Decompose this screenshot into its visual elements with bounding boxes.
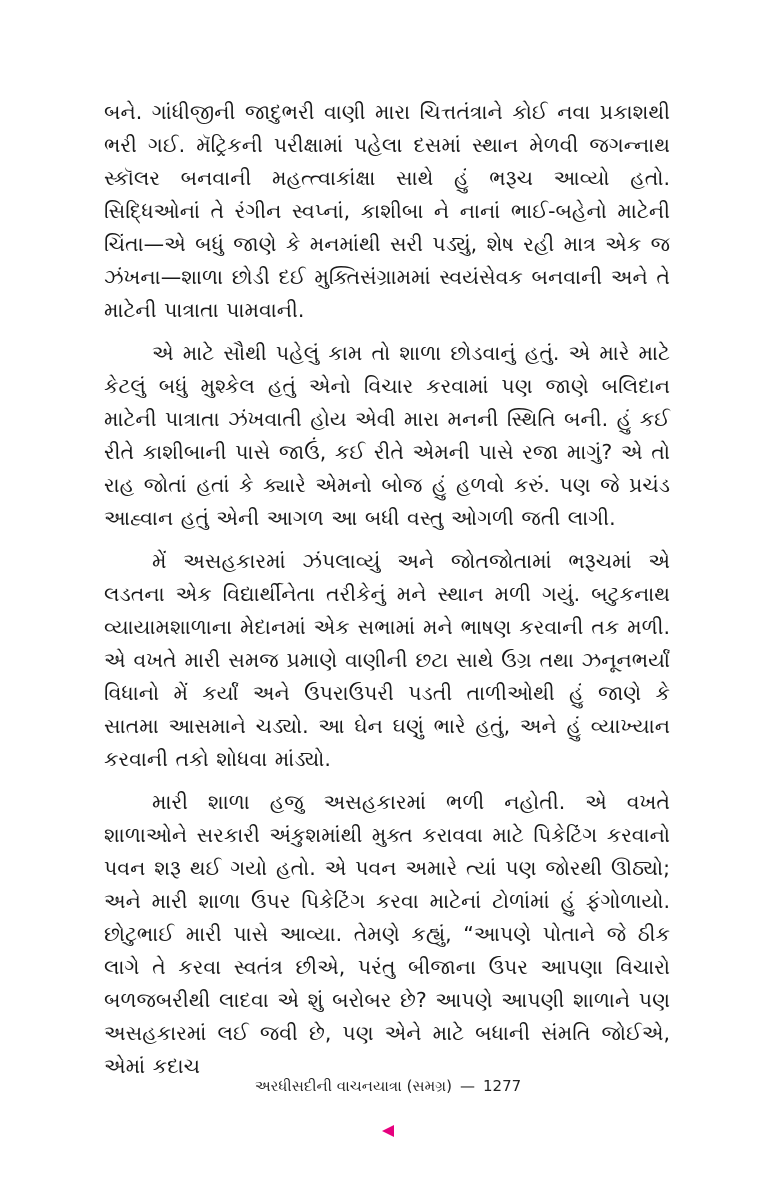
- paragraph-2: એ માટે સૌથી પહેલું કામ તો શાળા છોડવાનું હતું. એ મારે માટે કેટલું બધું મુશ્કેલ હતું એનો વિચાર કરવામાં પણ જાણે બલિદાન માટેની પાત્રાતા ઝંખવાતી હોય એવી મારા મનની સ્થિતિ બની. હું કઈ રીતે કાશીબાની પાસે જાઉં, કઈ રીતે એમની પાસે રજા માગું? એ તો રાહ જોતાં હતાં કે ક્યારે એમનો બોજ હું હળવો કરું. પણ જે પ્રચંડ આહ્વાન હતું એની આગળ આ બધી વસ્તુ ઓગળી જતી લાગી.: [104, 341, 670, 530]
- page-footer: [0, 1077, 776, 1095]
- footer-page-number: 1277: [482, 1077, 522, 1095]
- footer-book-title: અરધીસદીની વાચનયાત્રા (સમગ્ર): [254, 1077, 452, 1095]
- paragraph-4: મારી શાળા હજુ અસહકારમાં ભળી નહોતી. એ વખતે શાળાઓને સરકારી અંકુશમાંથી મુક્ત કરાવવા માટે પિકેટિંગ કરવાનો પવન શરૂ થઈ ગયો હતો. એ પવન અમારે ત્યાં પણ જોરથી ઊઠ્યો; અને મારી શાળા ઉપર પિકેટિંગ કરવા માટેનાં ટોળાંમાં હું ફંગોળાયો. છોટુભાઈ મારી પાસે આવ્યા. તેમણે કહ્યું, “આપણે પોતાને જે ઠીક લાગે તે કરવા સ્વતંત્ર છીએ, પરંતુ બીજાના ઉપર આપણા વિચારો બળજબરીથી લાદવા એ શું બરોબર છે? આપણે આપણી શાળાને પણ અસહકારમાં લઈ જવી છે, પણ એને માટે બધાની સંમતિ જોઈએ, એમાં કદાચ: [104, 790, 670, 1078]
- page-body: [104, 96, 670, 1083]
- paragraph-1: બને. ગાંધીજીની જાદુભરી વાણી મારા ચિત્તતંત્રાને કોઈ નવા પ્રકાશથી ભરી ગઈ. મૅટ્રિકની પરીક્ષામાં પહેલા દસમાં સ્થાન મેળવી જગન્નાથ સ્કૉલર બનવાની મહત્ત્વાકાંક્ષા સાથે હું ભરૂચ આવ્યો હતો. સિદ્ધિઓનાં તે રંગીન સ્વપ્નાં, કાશીબા ને નાનાં ભાઈ-બહેનો માટેની ચિંતા—એ બધું જાણે કે મનમાંથી સરી પડ્યું, શેષ રહી માત્ર એક જ ઝંખના—શાળા છોડી દઈ મુક્તિસંગ્રામમાં સ્વયંસેવક બનવાની અને તે માટેની પાત્રાતા પામવાની.: [104, 100, 670, 322]
- footer-separator: —: [459, 1077, 475, 1095]
- paragraph-3: મેં અસહકારમાં ઝંપલાવ્યું અને જોતજોતામાં ભરૂચમાં એ લડતના એક વિદ્યાર્થીનેતા તરીકેનું મને સ્થાન મળી ગયું. બટુકનાથ વ્યાયામશાળાના મેદાનમાં એક સભામાં મને ભાષણ કરવાની તક મળી. એ વખતે મારી સમજ પ્રમાણે વાણીની છટા સાથે ઉગ્ર તથા ઝનૂનભર્યાં વિધાનો મેં કર્યાં અને ઉપરાઉપરી પડતી તાળીઓથી હું જાણે કે સાતમા આસમાને ચડ્યો. આ ઘેન ઘણું ભારે હતું, અને હું વ્યાખ્યાન કરવાની તકો શોધવા માંડ્યો.: [104, 549, 670, 771]
- previous-page-arrow-icon[interactable]: [382, 1125, 394, 1137]
